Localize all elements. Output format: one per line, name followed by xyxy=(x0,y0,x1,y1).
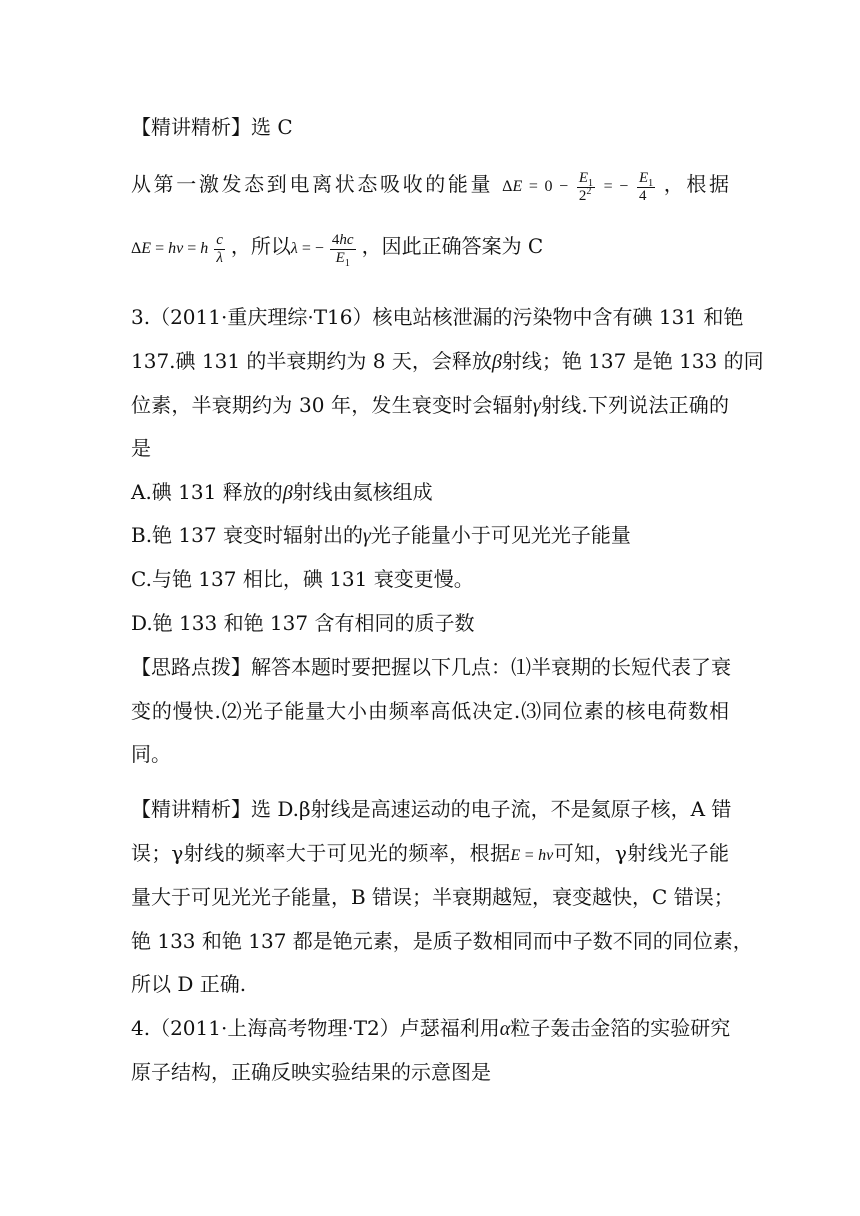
fraction: $\frac{E_1}{4}$ xyxy=(638,170,654,204)
text: 同。 xyxy=(131,742,171,766)
text: B.铯 137 衰变时辐射出的 xyxy=(131,523,363,547)
energy-line xyxy=(131,170,729,205)
text: 光子能量小于可见光光子能量 xyxy=(370,523,631,547)
q3-line-1 xyxy=(131,304,744,330)
text: 变的慢快.⑵光子能量大小由频率高低决定.⑶同位素的核电荷数相 xyxy=(131,699,729,723)
analysis-line-2 xyxy=(131,840,729,869)
text: 是 xyxy=(131,436,151,460)
text: ，根据 xyxy=(663,172,730,197)
analysis-line-5 xyxy=(131,971,729,997)
text: A.碘 131 释放的 xyxy=(131,480,283,504)
answer-line xyxy=(131,114,729,140)
analysis-line-1 xyxy=(131,796,732,822)
analysis-line-4 xyxy=(131,928,753,954)
option-c xyxy=(131,566,729,592)
text: 粒子轰击金箔的实验研究 xyxy=(510,1016,731,1040)
text: 3.（2011·重庆理综·T16）核电站核泄漏的污染物中含有碘 131 和铯 xyxy=(131,305,744,329)
photon-formula: ΔE = hν = h $\frac{c}{\lambda}$ xyxy=(131,232,223,266)
q3-line-3 xyxy=(131,392,729,419)
text: 量大于可见光光子能量，B 错误；半衰期越短，衰变越快，C 错误； xyxy=(131,885,734,909)
beta-symbol: β xyxy=(282,482,293,504)
alpha-symbol: α xyxy=(499,1018,511,1040)
text: 射线；铯 137 是铯 133 的同 xyxy=(501,349,764,373)
text: 【精讲精析】选 C xyxy=(131,115,293,139)
gamma-symbol: γ xyxy=(362,525,371,547)
energy-frequency-formula: E = hν xyxy=(510,847,554,864)
text: 从第一激发态到电离状态吸收的能量 xyxy=(131,172,494,197)
energy-formula: ΔE = 0 − $\frac{E_1}{2^2}$ = − $\frac{E_1}{4}$ xyxy=(502,170,654,204)
beta-symbol: β xyxy=(491,351,502,373)
option-d xyxy=(131,610,729,636)
q3-line-2 xyxy=(131,348,764,375)
hint-line-1 xyxy=(131,654,729,680)
q4-line-1 xyxy=(131,1015,729,1042)
formula-line xyxy=(131,232,729,267)
wavelength-formula: λ = − $\frac{4hc}{E_1}$ xyxy=(290,232,354,269)
text: 误；γ射线的频率大于可见光的频率，根据 xyxy=(131,841,511,865)
text: ，所以 xyxy=(230,234,291,259)
gamma-symbol: γ xyxy=(532,395,541,417)
text: 4.（2011·上海高考物理·T2）卢瑟福利用 xyxy=(131,1016,500,1040)
fraction: $\frac{4hc}{E_1}$ xyxy=(331,232,354,269)
fraction: $\frac{E_1}{2^2}$ xyxy=(578,170,593,204)
option-b xyxy=(131,522,729,549)
text: D.铯 133 和铯 137 含有相同的质子数 xyxy=(131,611,475,635)
option-a xyxy=(131,479,729,506)
analysis-line-3 xyxy=(131,884,734,910)
text: ，因此正确答案为 C xyxy=(361,234,544,259)
fraction: $\frac{c}{\lambda}$ xyxy=(216,232,223,266)
hint-line-2 xyxy=(131,698,729,724)
text: 射线由氦核组成 xyxy=(292,480,433,504)
text: 137.碘 131 的半衰期约为 8 天，会释放 xyxy=(131,349,492,373)
text: C.与铯 137 相比，碘 131 衰变更慢。 xyxy=(131,567,474,591)
text: 所以 D 正确. xyxy=(131,972,247,996)
q3-line-4 xyxy=(131,435,729,461)
text: 铯 133 和铯 137 都是铯元素，是质子数相同而中子数不同的同位素， xyxy=(131,929,753,953)
text: 原子结构，正确反映实验结果的示意图是 xyxy=(131,1060,491,1084)
text: 【精讲精析】选 D.β射线是高速运动的电子流，不是氦原子核，A 错 xyxy=(131,797,732,821)
text: 射线.下列说法正确的 xyxy=(540,393,729,417)
text: 【思路点拨】解答本题时要把握以下几点：⑴半衰期的长短代表了衰 xyxy=(131,655,731,679)
text: 可知，γ射线光子能 xyxy=(553,841,730,865)
text: 位素，半衰期约为 30 年，发生衰变时会辐射 xyxy=(131,393,533,417)
hint-line-3 xyxy=(131,741,729,767)
q4-line-2 xyxy=(131,1059,729,1085)
